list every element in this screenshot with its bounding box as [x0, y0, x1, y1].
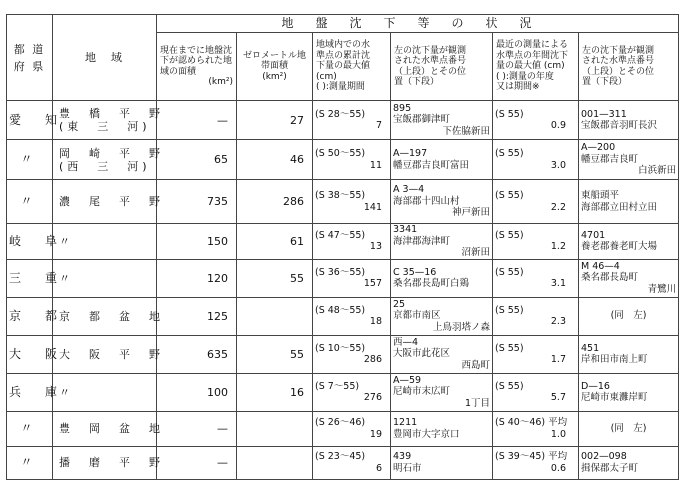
header-c4-line: （上段）とその位 — [394, 66, 467, 77]
header-c4-line: 置（下段） — [394, 77, 440, 87]
benchmark-cell — [391, 411, 493, 446]
table-row — [7, 335, 679, 373]
annual-cell — [493, 224, 579, 260]
header-c3-line: ( ):測量期間 — [316, 82, 365, 93]
benchmark2-location-2: 白浜新田 — [638, 165, 677, 177]
cumulative-value: 13 — [369, 241, 382, 253]
benchmark2-cell — [579, 101, 679, 140]
benchmark-number: 895 — [393, 102, 412, 114]
cumulative-cell — [313, 180, 391, 224]
cumulative-cell — [313, 411, 391, 446]
prefecture: 兵 庫 — [9, 384, 64, 399]
benchmark2-location: 幡豆郡吉良町 — [581, 153, 639, 165]
header-c6-line: された水準点番号 — [582, 56, 655, 66]
cumulative-cell — [313, 224, 391, 260]
header-zero-text: ゼロメートル地帯面積 — [242, 50, 306, 72]
annual-period: (S 55) — [495, 342, 524, 354]
benchmark-cell — [391, 101, 493, 140]
cumulative-cell — [313, 259, 391, 297]
area-value: 100 — [207, 385, 228, 399]
prefecture: 〃 — [20, 455, 39, 469]
area-cell — [157, 446, 237, 479]
cumulative-cell — [313, 140, 391, 180]
header-area-unit: (km²) — [208, 77, 233, 87]
prefecture-cell — [7, 140, 53, 180]
benchmark2-location: 宝飯郡音羽町長沢 — [581, 120, 658, 131]
region-cell — [53, 335, 164, 373]
table-row — [7, 297, 679, 335]
benchmark-cell — [391, 373, 493, 411]
benchmark2-location: (同 左) — [610, 310, 647, 322]
cumulative-cell — [313, 297, 391, 335]
region-name: 豊 橋 平 野 — [59, 107, 164, 120]
cumulative-value: 18 — [369, 316, 382, 327]
annual-cell — [493, 180, 579, 224]
table-row — [7, 140, 679, 180]
benchmark-cell — [391, 224, 493, 260]
cumulative-value: 7 — [375, 120, 382, 131]
header-area-text: 現在までに地盤沈下が認められた地域の面積 — [160, 45, 233, 77]
header-prefecture — [7, 15, 53, 101]
annual-cell — [493, 297, 579, 335]
annual-period: (S 55) — [495, 190, 524, 201]
benchmark-cell — [391, 335, 493, 373]
benchmark-number: C 35—16 — [393, 266, 437, 278]
annual-period: (S 55) — [495, 148, 524, 159]
prefecture: 三 重 — [9, 270, 64, 285]
benchmark-cell — [391, 446, 493, 479]
benchmark2-number: 451 — [581, 342, 600, 354]
benchmark-location-2: 神戸新田 — [451, 207, 490, 219]
cumulative-value: 141 — [363, 201, 382, 213]
prefecture-cell — [7, 373, 64, 411]
zero-meter-cell — [237, 297, 313, 335]
benchmark-location: 明石市 — [393, 462, 422, 474]
subsidence-table — [6, 14, 679, 480]
table-row — [7, 446, 679, 479]
header-c6-line: 左の沈下量が観測 — [582, 45, 655, 56]
region-cell — [53, 297, 164, 335]
region-cell — [53, 373, 157, 411]
area-cell — [157, 373, 237, 411]
header-benchmark — [391, 33, 493, 101]
benchmark2-number: 東船頭平 — [581, 190, 620, 201]
benchmark-location: 尼崎市末広町 — [393, 386, 451, 398]
area-cell — [157, 140, 237, 180]
benchmark2-location: 尼崎市東灘岸町 — [581, 392, 648, 403]
cumulative-value: 19 — [369, 428, 382, 440]
table-row — [7, 259, 679, 297]
cumulative-cell — [313, 373, 391, 411]
area-value: — — [217, 422, 228, 435]
zero-meter-cell — [237, 224, 313, 260]
benchmark-number: A 3—4 — [393, 184, 425, 196]
benchmark2-cell — [579, 411, 679, 446]
benchmark2-location: 桑名郡長島町 — [581, 272, 639, 284]
region-name: 〃 — [59, 385, 74, 399]
benchmark-location-2: 下佐脇新田 — [442, 125, 490, 137]
area-value: 120 — [207, 271, 228, 285]
region-name: 〃 — [59, 271, 74, 285]
benchmark-location: 桑名郡長島町白鶏 — [393, 278, 470, 289]
table-row — [7, 373, 679, 411]
benchmark2-location-2: 青鷺川 — [647, 283, 677, 295]
area-value: 65 — [214, 153, 228, 166]
benchmark2-cell — [579, 297, 679, 335]
region-cell — [53, 224, 157, 260]
benchmark2-cell — [579, 180, 679, 224]
benchmark-number: 1211 — [393, 417, 418, 428]
benchmark-cell — [391, 297, 493, 335]
benchmark-cell — [391, 180, 493, 224]
annual-value: 3.1 — [550, 278, 566, 289]
benchmark-cell — [391, 140, 493, 180]
region-name: 岡 崎 平 野 — [59, 146, 164, 160]
benchmark2-cell — [579, 373, 679, 411]
benchmark-cell — [391, 259, 493, 297]
area-value: 735 — [207, 195, 228, 208]
benchmark2-number: D—16 — [581, 380, 610, 392]
cumulative-value: 276 — [363, 392, 382, 403]
cumulative-period: (S 36〜55) — [315, 266, 366, 278]
zero-meter-cell — [237, 259, 313, 297]
zero-meter-value: 46 — [290, 153, 304, 166]
zero-meter-cell — [237, 180, 313, 224]
header-c5-line: 又は期間※ — [496, 82, 540, 93]
benchmark2-cell — [579, 335, 679, 373]
benchmark-number: A—197 — [393, 148, 428, 159]
cumulative-period: (S 23〜45) — [315, 451, 366, 462]
area-cell — [157, 297, 237, 335]
benchmark2-cell — [579, 224, 679, 260]
header-c6-line: （上段）とその位 — [582, 66, 655, 77]
header-area — [157, 33, 237, 101]
area-cell — [157, 101, 237, 140]
zero-meter-cell — [237, 140, 313, 180]
cumulative-value: 286 — [363, 354, 382, 365]
header-c5-line: 最近の測量による — [496, 40, 569, 51]
area-value: — — [217, 113, 228, 127]
prefecture: 愛 知 — [9, 112, 64, 127]
annual-value: 1.2 — [550, 241, 566, 253]
benchmark-number: 3341 — [393, 224, 418, 235]
zero-meter-value: 55 — [290, 271, 304, 285]
benchmark-location: 宝飯郡御津町 — [393, 114, 451, 126]
zero-meter-cell — [237, 335, 313, 373]
annual-cell — [493, 446, 579, 479]
zero-meter-cell — [237, 101, 313, 140]
prefecture-cell — [7, 446, 53, 479]
header-region-text: 地 域 — [85, 51, 124, 64]
table-row — [7, 180, 679, 224]
annual-value: 1.7 — [550, 354, 566, 365]
zero-meter-value: 61 — [290, 234, 304, 248]
cumulative-cell — [313, 101, 391, 140]
area-value: — — [217, 456, 228, 469]
cumulative-period: (S 48〜55) — [315, 304, 366, 316]
area-value: 635 — [207, 347, 228, 361]
prefecture: 京 都 — [9, 308, 64, 323]
annual-period: (S 55) — [495, 108, 524, 120]
benchmark2-cell — [579, 140, 679, 180]
benchmark-location-2: 西島町 — [461, 359, 490, 371]
area-cell — [157, 224, 237, 260]
annual-period: (S 39〜45) 平均 — [495, 451, 568, 462]
benchmark-location: 京都市南区 — [393, 310, 441, 322]
area-cell — [157, 335, 237, 373]
benchmark-location: 幡豆郡吉良町富田 — [393, 159, 470, 171]
header-c5-line: 水準点の年間沈下 — [496, 50, 569, 61]
benchmark2-number: M 46—4 — [581, 260, 620, 272]
zero-meter-cell — [237, 411, 313, 446]
region-name: 京 都 盆 地 — [59, 309, 164, 323]
area-cell — [157, 180, 237, 224]
cumulative-cell — [313, 335, 391, 373]
table-row — [7, 411, 679, 446]
annual-value: 3.0 — [550, 159, 566, 171]
benchmark2-location: 養老郡養老町大場 — [581, 241, 658, 253]
zero-meter-value: 286 — [283, 195, 304, 208]
header-c4-line: された水準点番号 — [394, 56, 467, 66]
prefecture: 岐 阜 — [9, 233, 64, 248]
zero-meter-cell — [237, 373, 313, 411]
header-zero-unit: (km²) — [262, 71, 287, 82]
region-cell — [53, 180, 164, 224]
annual-cell — [493, 373, 579, 411]
header-zero — [237, 33, 313, 101]
annual-cell — [493, 140, 579, 180]
cumulative-period: (S 47〜55) — [315, 229, 366, 241]
prefecture-cell — [7, 335, 64, 373]
header-c5-line: ( ):測量の年度 — [496, 71, 554, 82]
benchmark-number: 25 — [393, 298, 406, 310]
prefecture-cell — [7, 411, 53, 446]
region-name: 豊 岡 盆 地 — [59, 422, 164, 435]
annual-period: (S 40〜46) 平均 — [495, 417, 568, 428]
benchmark-location-2: 1丁目 — [464, 397, 490, 409]
area-value: 125 — [207, 309, 228, 323]
prefecture-cell — [7, 101, 64, 140]
cumulative-period: (S 50〜55) — [315, 148, 366, 159]
header-c3-line: 準点の累計沈 — [316, 50, 371, 61]
zero-meter-value: 27 — [290, 113, 304, 127]
cumulative-cell — [313, 446, 391, 479]
region-cell — [53, 411, 164, 446]
annual-cell — [493, 259, 579, 297]
annual-period: (S 55) — [495, 266, 524, 278]
zero-meter-value: 55 — [290, 347, 304, 361]
prefecture: 〃 — [20, 194, 39, 208]
annual-value: 5.7 — [550, 392, 566, 403]
benchmark-number: 西—4 — [393, 336, 419, 348]
region-name: 播 磨 平 野 — [59, 456, 164, 469]
area-cell — [157, 411, 237, 446]
prefecture-cell — [7, 224, 64, 260]
annual-value: 0.6 — [550, 462, 566, 474]
prefecture: 〃 — [20, 152, 39, 166]
prefecture-cell — [7, 297, 64, 335]
header-cumulative — [313, 33, 391, 101]
header-c5-line: 量の最大値 (cm) — [496, 61, 565, 72]
benchmark-location: 大阪市此花区 — [393, 348, 451, 360]
table-row — [7, 101, 679, 140]
benchmark-location: 海津郡海津町 — [393, 235, 451, 247]
benchmark2-location: 揖保郡太子町 — [581, 462, 639, 474]
annual-period: (S 55) — [495, 304, 524, 316]
area-value: 150 — [207, 234, 228, 248]
annual-value: 0.9 — [550, 120, 566, 131]
prefecture: 大 阪 — [9, 346, 64, 361]
region-sub: (西 三 河) — [59, 159, 151, 173]
table-row — [7, 224, 679, 260]
benchmark2-number: 001—311 — [581, 108, 627, 120]
benchmark-location: 豊岡市大字京口 — [393, 428, 460, 440]
header-title-text: 地盤沈下等の状況 — [281, 16, 554, 30]
cumulative-period: (S 38〜55) — [315, 190, 366, 201]
region-sub: (東 三 河) — [59, 120, 151, 133]
header-title — [157, 15, 679, 33]
annual-period: (S 55) — [495, 229, 524, 241]
header-c3-line: (cm) — [316, 71, 337, 82]
annual-value: 2.3 — [550, 316, 566, 327]
prefecture-cell — [7, 259, 64, 297]
header-benchmark-2 — [579, 33, 679, 101]
benchmark2-cell — [579, 259, 679, 297]
benchmark2-cell — [579, 446, 679, 479]
area-cell — [157, 259, 237, 297]
benchmark-location: 海部郡十四山村 — [393, 195, 460, 207]
benchmark-number: A—59 — [393, 374, 422, 386]
region-name: 濃 尾 平 野 — [59, 195, 164, 208]
region-name: 〃 — [59, 234, 74, 248]
benchmark2-location: 海部郡立田村立田 — [581, 201, 658, 213]
zero-meter-value: 16 — [290, 385, 304, 399]
header-annual — [493, 33, 579, 101]
annual-cell — [493, 411, 579, 446]
benchmark2-number: 4701 — [581, 229, 606, 241]
region-cell — [53, 259, 157, 297]
zero-meter-cell — [237, 446, 313, 479]
annual-value: 2.2 — [550, 201, 566, 213]
benchmark-number: 439 — [393, 451, 412, 462]
prefecture-cell — [7, 180, 53, 224]
header-c6-line: 置（下段） — [582, 77, 628, 87]
prefecture: 〃 — [20, 421, 39, 435]
benchmark-location-2: 沼新田 — [461, 247, 490, 258]
region-cell — [53, 140, 164, 180]
annual-cell — [493, 101, 579, 140]
benchmark2-number: A—200 — [581, 142, 616, 154]
cumulative-period: (S 26〜46) — [315, 417, 366, 428]
cumulative-value: 11 — [369, 159, 382, 171]
region-cell — [53, 101, 164, 140]
annual-period: (S 55) — [495, 380, 524, 392]
cumulative-value: 157 — [363, 278, 382, 289]
annual-cell — [493, 335, 579, 373]
cumulative-value: 6 — [375, 462, 382, 474]
cumulative-period: (S 10〜55) — [315, 342, 366, 354]
annual-value: 1.0 — [550, 428, 566, 440]
header-c3-line: 下量の最大値 — [316, 61, 371, 72]
header-c4-line: 左の沈下量が観測 — [394, 45, 467, 56]
header-region — [53, 15, 157, 101]
benchmark-location-2: 上鳥羽塔ノ森 — [432, 321, 490, 333]
benchmark2-location: (同 左) — [610, 422, 647, 434]
header-c3-line: 地域内での水 — [316, 40, 371, 51]
region-name: 大 阪 平 野 — [59, 347, 164, 361]
header-prefecture-text: 都 道 府 県 — [13, 42, 46, 73]
cumulative-period: (S 7〜55) — [315, 380, 360, 392]
cumulative-period: (S 28〜55) — [315, 108, 366, 120]
benchmark2-number: 002—098 — [581, 451, 627, 462]
region-cell — [53, 446, 164, 479]
benchmark2-location: 岸和田市南上町 — [581, 354, 648, 365]
